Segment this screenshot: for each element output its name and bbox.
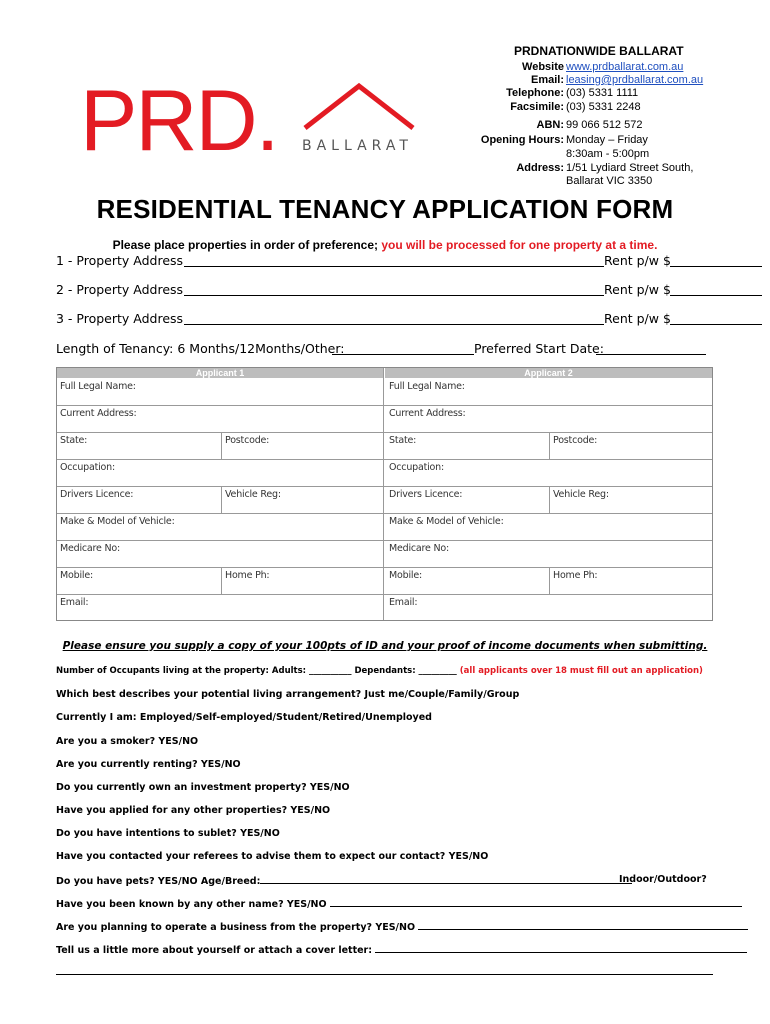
a2-postcode-field[interactable]: Postcode: xyxy=(553,435,598,446)
a2-medicare-field[interactable]: Medicare No: xyxy=(389,543,450,554)
a1-medicare-field[interactable]: Medicare No: xyxy=(60,543,121,554)
referees-question: Have you contacted your referees to advise them to expect our contact? YES/NO xyxy=(56,851,489,862)
a2-mobile-field[interactable]: Mobile: xyxy=(389,570,422,581)
rent-field[interactable] xyxy=(670,324,762,325)
a2-current-address-field[interactable]: Current Address: xyxy=(389,408,466,419)
row-divider xyxy=(57,513,712,514)
a2-licence-field[interactable]: Drivers Licence: xyxy=(389,489,463,500)
pets-indoor-outdoor: Indoor/Outdoor? xyxy=(619,874,707,885)
prd-logo: PRD. xyxy=(80,73,278,169)
known-text: Have you been known by any other name? YES/NO xyxy=(56,899,327,910)
rent-label: Rent p/w $ xyxy=(604,311,671,326)
cell-divider xyxy=(549,486,550,513)
pets-field[interactable] xyxy=(260,874,632,884)
occupants-note: (all applicants over 18 must fill out an application) xyxy=(459,666,703,676)
start-date-field[interactable] xyxy=(596,354,706,355)
pets-text: Do you have pets? YES/NO Age/Breed: xyxy=(56,876,261,887)
cell-divider xyxy=(549,567,550,594)
row-divider xyxy=(57,405,712,406)
property-address-field[interactable] xyxy=(184,324,604,325)
row-divider xyxy=(57,432,712,433)
abn-value: 99 066 512 572 xyxy=(566,119,643,131)
a1-occupation-field[interactable]: Occupation: xyxy=(60,462,115,473)
employment-question: Currently I am: Employed/Self-employed/Student/Retired/Unemployed xyxy=(56,712,432,723)
sublet-question: Do you have intentions to sublet? YES/NO xyxy=(56,828,280,839)
property-label: 2 - Property Address xyxy=(56,282,184,297)
pets-question xyxy=(56,874,716,887)
hours-time: 8:30am - 5:00pm xyxy=(566,148,650,160)
address-line-1: 1/51 Lydiard Street South, xyxy=(566,162,694,174)
applied-question: Have you applied for any other properties? YES/NO xyxy=(56,805,331,816)
address-label: Address: xyxy=(516,162,564,174)
a1-state-field[interactable]: State: xyxy=(60,435,88,446)
row-divider xyxy=(57,567,712,568)
website-label: Website xyxy=(522,61,564,73)
a2-email-field[interactable]: Email: xyxy=(389,597,418,608)
tenancy-length-label: Length of Tenancy: 6 Months/12Months/Other: xyxy=(56,341,345,356)
a1-vehicle-reg-field[interactable]: Vehicle Reg: xyxy=(225,489,281,500)
facsimile-value: (03) 5331 2248 xyxy=(566,101,641,113)
tenancy-length-field[interactable] xyxy=(332,354,474,355)
abn-label: ABN: xyxy=(536,119,564,131)
business-field[interactable] xyxy=(418,920,748,930)
applicant-1-header: Applicant 1 xyxy=(57,368,383,378)
cell-divider xyxy=(549,432,550,459)
about-question xyxy=(56,943,747,956)
preference-warning: you will be processed for one property at a time. xyxy=(381,238,658,252)
property-address-field[interactable] xyxy=(184,295,604,296)
preference-text: Please place properties in order of preference; xyxy=(112,238,382,252)
a2-occupation-field[interactable]: Occupation: xyxy=(389,462,444,473)
preference-note xyxy=(0,238,770,252)
known-field[interactable] xyxy=(330,897,742,907)
row-divider xyxy=(57,594,712,595)
investment-question: Do you currently own an investment property? YES/NO xyxy=(56,782,350,793)
business-text: Are you planning to operate a business from the property? YES/NO xyxy=(56,922,416,933)
arrangement-question: Which best describes your potential living arrangement? Just me/Couple/Family/Group xyxy=(56,689,520,700)
known-question xyxy=(56,897,742,910)
smoker-question: Are you a smoker? YES/NO xyxy=(56,736,199,747)
renting-question: Are you currently renting? YES/NO xyxy=(56,759,241,770)
a2-make-model-field[interactable]: Make & Model of Vehicle: xyxy=(389,516,504,527)
logo-subtext: BALLARAT xyxy=(302,138,413,154)
row-divider xyxy=(57,540,712,541)
occupants-text: Number of Occupants living at the property: Adults: __________ Dependants: _________ xyxy=(56,666,460,676)
a1-make-model-field[interactable]: Make & Model of Vehicle: xyxy=(60,516,175,527)
property-label: 3 - Property Address xyxy=(56,311,184,326)
a2-home-ph-field[interactable]: Home Ph: xyxy=(553,570,598,581)
hours-days: Monday – Friday xyxy=(566,134,648,146)
website-link[interactable]: www.prdballarat.com.au xyxy=(566,61,684,73)
facsimile-label: Facsimile: xyxy=(510,101,564,113)
property-label: 1 - Property Address xyxy=(56,253,184,268)
start-date-label: Preferred Start Date: xyxy=(474,341,604,356)
a2-state-field[interactable]: State: xyxy=(389,435,417,446)
applicant-2-header: Applicant 2 xyxy=(385,368,712,378)
row-divider xyxy=(57,459,712,460)
a1-licence-field[interactable]: Drivers Licence: xyxy=(60,489,134,500)
hours-label: Opening Hours: xyxy=(480,134,564,146)
property-address-field[interactable] xyxy=(184,266,604,267)
rent-field[interactable] xyxy=(670,266,762,267)
a1-home-ph-field[interactable]: Home Ph: xyxy=(225,570,270,581)
business-question xyxy=(56,920,748,933)
rent-label: Rent p/w $ xyxy=(604,253,671,268)
a2-vehicle-reg-field[interactable]: Vehicle Reg: xyxy=(553,489,609,500)
about-text: Tell us a little more about yourself or attach a cover letter: xyxy=(56,945,373,956)
a1-mobile-field[interactable]: Mobile: xyxy=(60,570,93,581)
form-title: RESIDENTIAL TENANCY APPLICATION FORM xyxy=(96,194,674,224)
telephone-label: Telephone: xyxy=(506,87,564,99)
a1-full-name-field[interactable]: Full Legal Name: xyxy=(60,381,136,392)
address-line-2: Ballarat VIC 3350 xyxy=(566,175,653,187)
a1-current-address-field[interactable]: Current Address: xyxy=(60,408,137,419)
rent-field[interactable] xyxy=(670,295,762,296)
applicant-table xyxy=(56,367,713,621)
occupants-question xyxy=(56,666,703,676)
row-divider xyxy=(57,486,712,487)
email-label: Email: xyxy=(530,74,564,86)
cell-divider xyxy=(221,567,222,594)
cell-divider xyxy=(221,486,222,513)
email-link[interactable]: leasing@prdballarat.com.au xyxy=(566,74,704,86)
a2-full-name-field[interactable]: Full Legal Name: xyxy=(389,381,465,392)
cell-divider xyxy=(221,432,222,459)
id-notice: Please ensure you supply a copy of your 100pts of ID and your proof of income documents when submitting. xyxy=(62,640,708,652)
roof-logo-icon xyxy=(303,82,415,130)
telephone-value: (03) 5331 1111 xyxy=(566,87,639,99)
a1-email-field[interactable]: Email: xyxy=(60,597,89,608)
about-field[interactable] xyxy=(375,943,747,953)
about-extra-line[interactable] xyxy=(56,974,713,975)
org-name: PRDNATIONWIDE BALLARAT xyxy=(514,44,684,58)
a1-postcode-field[interactable]: Postcode: xyxy=(225,435,270,446)
rent-label: Rent p/w $ xyxy=(604,282,671,297)
